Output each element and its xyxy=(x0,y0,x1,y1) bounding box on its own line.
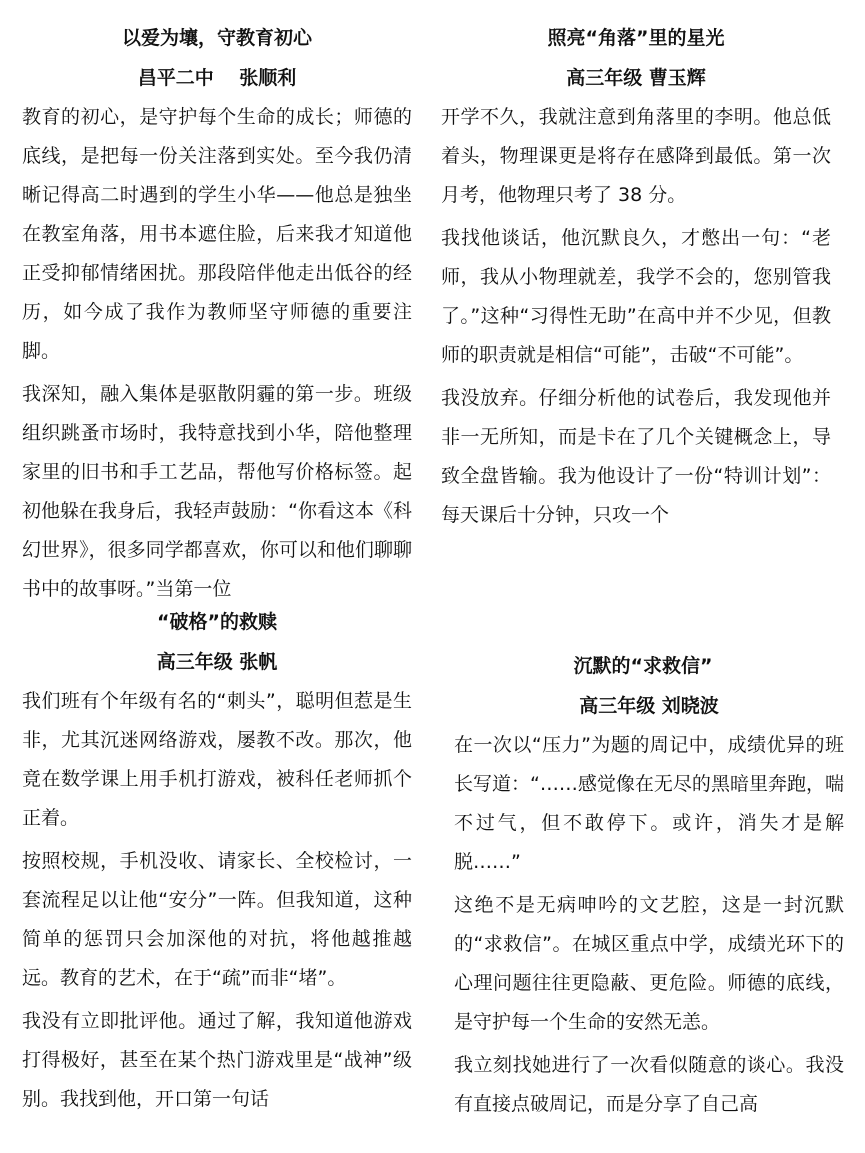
article-3-paragraph-2: 按照校规，手机没收、请家长、全校检讨，一套流程足以让他“安分”一阵。但我知道，这种简单的惩罚只会加深他的对抗，将他越推越远。教育的艺术，在于“疏”而非“堵”。 xyxy=(22,850,412,989)
article-4-paragraph-1: 在一次以“压力”为题的周记中，成绩优异的班长写道：“……感觉像在无尽的黑暗里奔跑，喘不过气，但不敢停下。或许，消失才是解脱……” xyxy=(454,734,844,873)
article-1-byline: 昌平二中 张顺利 xyxy=(137,67,297,89)
article-4-paragraph-3: 我立刻找她进行了一次看似随意的谈心。我没有直接点破周记，而是分享了自己高 xyxy=(454,1054,844,1115)
article-4-title: 沉默的“求救信” xyxy=(573,655,713,677)
article-3-byline: 高三年级 张帆 xyxy=(156,651,278,673)
article-3-paragraph-1: 我们班有个年级有名的“刺头”，聪明但惹是生非，尤其沉迷网络游戏，屡教不改。那次，他竟在数学课上用手机打游戏，被科任老师抓个正着。 xyxy=(22,690,412,829)
article-2 xyxy=(441,18,831,573)
article-2-title: 照亮“角落”里的星光 xyxy=(547,27,725,49)
article-3-title: “破格”的救赎 xyxy=(157,611,277,633)
article-3-paragraph-3: 我没有立即批评他。通过了解，我知道他游戏打得极好，甚至在某个热门游戏里是“战神”级别。我找到他，开口第一句话 xyxy=(22,1010,412,1110)
article-1-paragraph-1: 教育的初心，是守护每个生命的成长；师德的底线，是把每一份关注落到实处。至今我仍清晰记得高二时遇到的学生小华——他总是独坐在教室角落，用书本遮住脸，后来我才知道他正受抑郁情绪困扰。那段陪伴他走出低谷的经历，如今成了我作为教师坚守师德的重要注脚。 xyxy=(22,106,412,362)
article-4-byline: 高三年级 刘晓波 xyxy=(579,695,719,717)
article-3 xyxy=(22,602,412,1153)
article-4-paragraph-2: 这绝不是无病呻吟的文艺腔，这是一封沉默的“求救信”。在城区重点中学，成绩光环下的心理问题往往更隐蔽、更危险。师德的底线，是守护每一个生命的安然无恙。 xyxy=(454,894,844,1033)
article-1-title: 以爱为壤，守教育初心 xyxy=(121,27,312,49)
article-1-paragraph-2: 我深知，融入集体是驱散阴霾的第一步。班级组织跳蚤市场时，我特意找到小华，陪他整理家里的旧书和手工艺品，帮他写价格标签。起初他躲在我身后，我轻声鼓励：“你看这本《科幻世界》，很多同学都喜欢，你可以和他们聊聊书中的故事呀。”当第一位 xyxy=(22,383,412,600)
article-2-paragraph-2: 我找他谈话，他沉默良久，才憋出一句：“老师，我从小物理就差，我学不会的，您别管我了。”这种“习得性无助”在高中并不少见，但教师的职责就是相信“可能”，击破“不可能”。 xyxy=(441,227,831,366)
article-2-byline: 高三年级 曹玉辉 xyxy=(566,67,706,89)
article-2-paragraph-3: 我没放弃。仔细分析他的试卷后，我发现他并非一无所知，而是卡在了几个关键概念上，导致全盘皆输。我为他设计了一份“特训计划”：每天课后十分钟，只攻一个 xyxy=(441,387,831,526)
article-2-paragraph-1: 开学不久，我就注意到角落里的李明。他总低着头，物理课更是将存在感降到最低。第一次月考，他物理只考了 38 分。 xyxy=(441,106,831,206)
article-1 xyxy=(22,18,412,600)
article-4 xyxy=(454,646,844,1153)
